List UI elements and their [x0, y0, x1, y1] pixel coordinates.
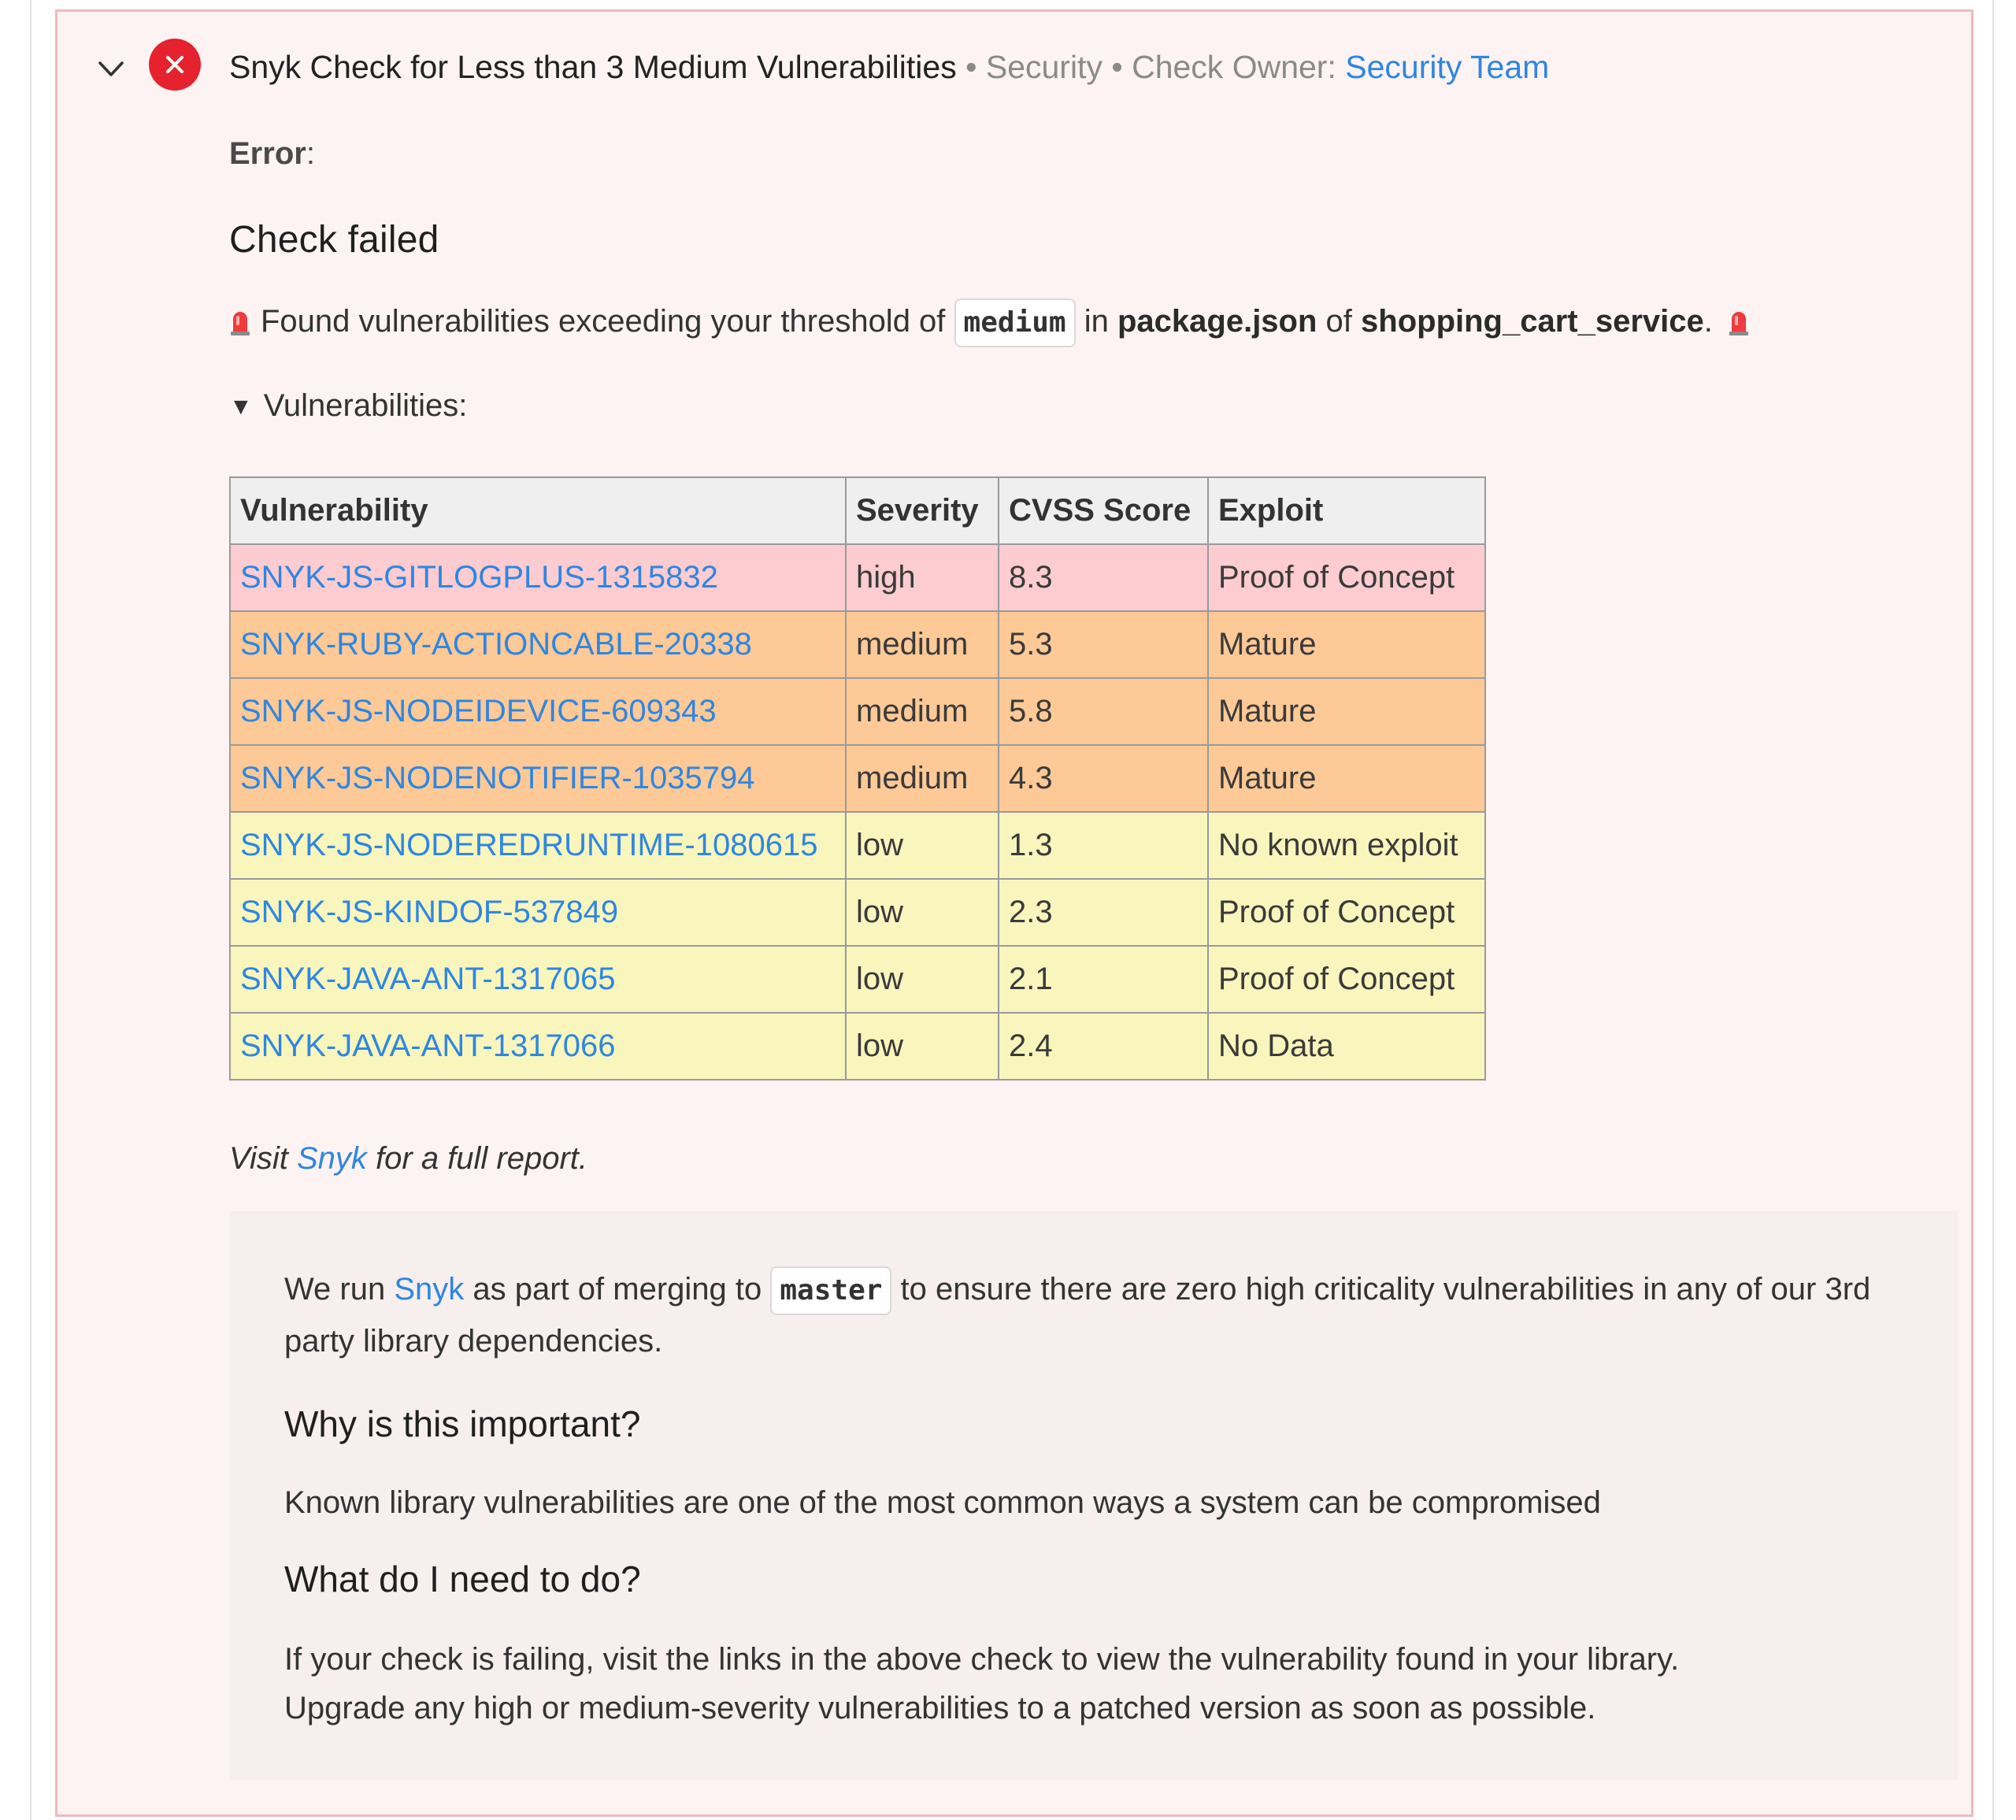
vulnerabilities-table — [229, 476, 1486, 1081]
check-header[interactable] — [57, 12, 1971, 122]
title-separator: • — [1102, 49, 1132, 85]
threshold-message: Found vulnerabilities exceeding your threshold of medium in package.json of shopping_cart_service. — [229, 294, 1750, 349]
snyk-link[interactable]: Snyk — [394, 1272, 465, 1307]
what-text: If your check is failing, visit the links in the above check to view the vulnerability found in your library. Upgrade any high or medium-severity vulnerabilities to a patched version as soon as possible. — [284, 1642, 1680, 1725]
threshold-code: medium — [954, 298, 1076, 347]
severity-cell: medium — [846, 745, 999, 812]
severity-cell: low — [846, 946, 999, 1013]
why-text: Known library vulnerabilities are one of the most common ways a system can be compromised — [284, 1485, 1601, 1520]
service-name: shopping_cart_service — [1361, 304, 1704, 339]
column-header: Exploit — [1208, 477, 1485, 544]
chevron-down-icon[interactable] — [95, 53, 127, 84]
column-header: CVSS Score — [999, 477, 1208, 544]
column-header: Vulnerability — [230, 477, 846, 544]
vulnerability-link[interactable]: SNYK-JS-NODEIDEVICE-609343 — [230, 678, 846, 745]
cvss-score-cell: 5.3 — [999, 611, 1208, 678]
cvss-score-cell: 5.8 — [999, 678, 1208, 745]
severity-cell: low — [846, 879, 999, 946]
exploit-cell: No known exploit — [1208, 812, 1485, 879]
vulnerabilities-toggle[interactable]: ▼ Vulnerabilities: — [229, 382, 467, 429]
cvss-score-cell: 2.1 — [999, 946, 1208, 1013]
severity-cell: medium — [846, 678, 999, 745]
cvss-score-cell: 1.3 — [999, 812, 1208, 879]
check-description — [229, 1211, 1959, 1780]
siren-icon — [1728, 308, 1750, 336]
error-label: Error: — [229, 136, 315, 171]
vulnerability-link[interactable]: SNYK-JAVA-ANT-1317065 — [230, 946, 846, 1013]
check-card — [55, 9, 1973, 1817]
check-owner-label: Check Owner: — [1132, 49, 1336, 85]
column-header: Severity — [846, 477, 999, 544]
vulnerability-link[interactable]: SNYK-JS-GITLOGPLUS-1315832 — [230, 544, 846, 611]
exploit-cell: Mature — [1208, 678, 1485, 745]
severity-cell: medium — [846, 611, 999, 678]
cvss-score-cell: 4.3 — [999, 745, 1208, 812]
exploit-cell: Mature — [1208, 745, 1485, 812]
snyk-report-link[interactable]: Snyk — [296, 1141, 367, 1176]
table-row — [230, 946, 1485, 1013]
severity-cell: low — [846, 1013, 999, 1080]
table-header-row — [230, 477, 1485, 544]
close-icon — [149, 39, 201, 91]
exploit-cell: No Data — [1208, 1013, 1485, 1080]
exploit-cell: Proof of Concept — [1208, 544, 1485, 611]
table-row — [230, 544, 1485, 611]
vulnerability-link[interactable]: SNYK-JAVA-ANT-1317066 — [230, 1013, 846, 1080]
branch-code: master — [770, 1266, 891, 1315]
exploit-cell: Proof of Concept — [1208, 879, 1485, 946]
table-row — [230, 1013, 1485, 1080]
full-report-note: Visit Snyk for a full report. — [229, 1141, 588, 1176]
check-category: Security — [985, 49, 1102, 85]
why-heading: Why is this important? — [284, 1403, 641, 1444]
check-title-line — [229, 43, 1549, 91]
cvss-score-cell: 2.3 — [999, 879, 1208, 946]
intro-text: We run Snyk as part of merging to master to ensure there are zero high criticality vulnerabilities in any of our 3rd party library dependencies. — [284, 1263, 1907, 1367]
table-row — [230, 611, 1485, 678]
vulnerability-link[interactable]: SNYK-JS-KINDOF-537849 — [230, 879, 846, 946]
vulnerability-link[interactable]: SNYK-JS-NODEREDRUNTIME-1080615 — [230, 812, 846, 879]
severity-cell: low — [846, 812, 999, 879]
check-owner-link[interactable]: Security Team — [1345, 49, 1550, 85]
check-title: Snyk Check for Less than 3 Medium Vulnerabilities — [229, 49, 957, 85]
check-failed-heading: Check failed — [229, 219, 439, 261]
severity-cell: high — [846, 544, 999, 611]
table-row — [230, 812, 1485, 879]
vulnerability-link[interactable]: SNYK-JS-NODENOTIFIER-1035794 — [230, 745, 846, 812]
exploit-cell: Mature — [1208, 611, 1485, 678]
failed-status-icon — [149, 39, 201, 91]
exploit-cell: Proof of Concept — [1208, 946, 1485, 1013]
what-heading: What do I need to do? — [284, 1559, 641, 1599]
vulnerabilities-table-body — [230, 544, 1485, 1080]
table-row — [230, 745, 1485, 812]
vulnerability-link[interactable]: SNYK-RUBY-ACTIONCABLE-20338 — [230, 611, 846, 678]
table-row — [230, 678, 1485, 745]
file-name: package.json — [1117, 304, 1317, 339]
table-row — [230, 879, 1485, 946]
siren-icon — [229, 308, 251, 336]
cvss-score-cell: 2.4 — [999, 1013, 1208, 1080]
cvss-score-cell: 8.3 — [999, 544, 1208, 611]
title-separator: • — [956, 49, 986, 85]
triangle-down-icon: ▼ — [229, 394, 253, 420]
